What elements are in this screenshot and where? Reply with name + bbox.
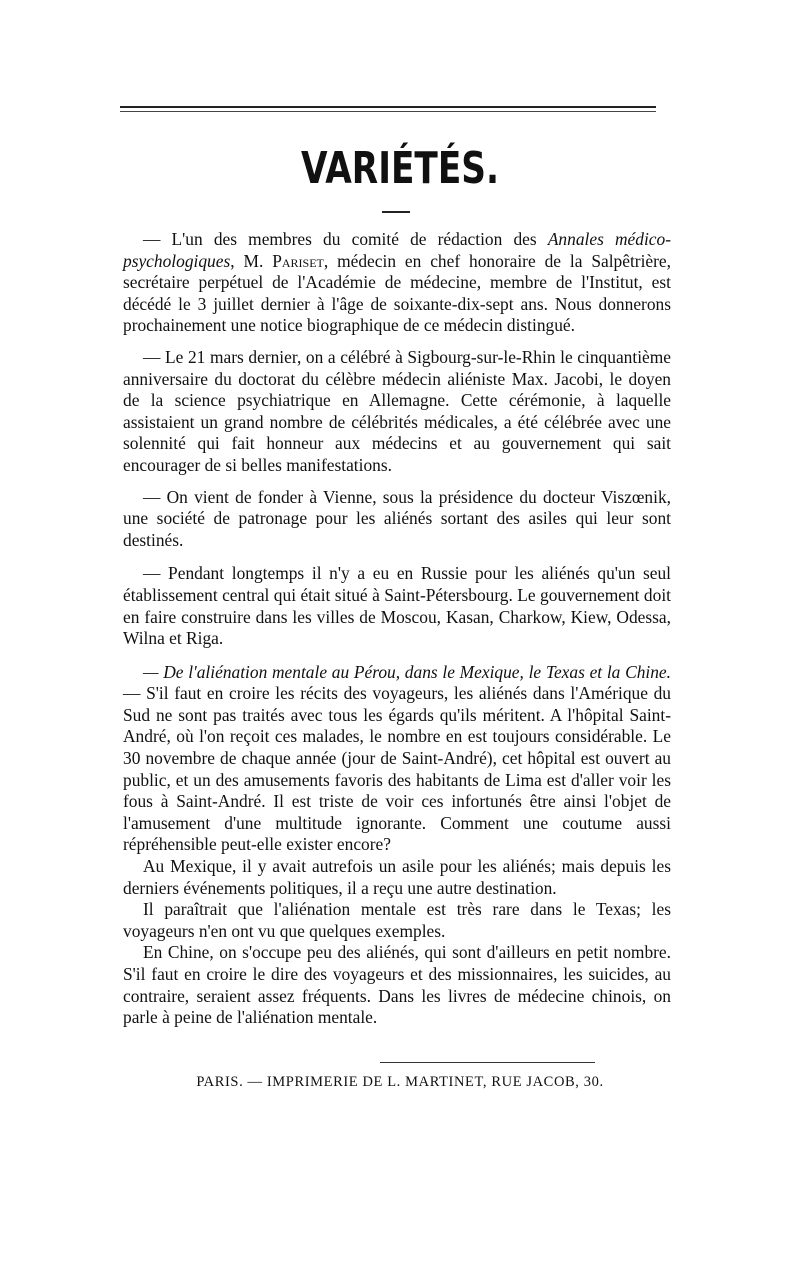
header-rule [120,106,656,108]
paragraph-text: — L'un des membres du comité de rédaction des [143,229,548,249]
journal-title: Annales médico-psychologiques [123,229,671,271]
section-heading: — De l'aliénation mentale au Pérou, dans le Mexique, le Texas et la Chine. [143,661,671,682]
paragraph-text: , médecin en chef honoraire de la Salpêtrière, secrétaire perpétuel de l'Académie de médecine, membre de l'Institut, est décédé le 3 juillet dernier à l'âge de soixante-dix-sept ans. Nous donnerons prochainement une notice biographique de ce médecin distingué. [123,250,671,336]
paragraph-jacobi: — Le 21 mars dernier, on a célébré à Sigbourg-sur-le-Rhin le cinquantième anniversaire du doctorat du célèbre médecin aliéniste Max. Jacobi, le doyen de la science psychiatrique en Allemagne. Cette cérémonie, à laquelle assistaient un grand nombre de célébrités médicales, a été célébrée avec une solennité qui fait honneur aux médecins et au gouvernement qui sait encourager de si belles manifestations. [123,346,671,475]
footer-rule [380,1062,595,1063]
header-rule-thin [120,111,656,112]
paragraph-text: — S'il faut en croire les récits des voyageurs, les aliénés dans l'Amérique du Sud ne sont pas traités avec tous les égards qu'ils méritent. A l'hôpital Saint-André, où l'on reçoit ces malades, le nombre en est toujours considérable. Le 30 novembre de chaque année (jour de Saint-André), cet hôpital est ouvert au public, et un des amusements favoris des habitants de Lima est d'aller voir les fous à Saint-André. Il est triste de voir ces infortunés être ainsi l'objet de l'amusement d'une multitude ignorante. Comment une coutume aussi répréhensible peut-elle exister encore? [123,683,671,855]
paragraph-vienne: — On vient de fonder à Vienne, sous la présidence du docteur Viszœnik, une société de patronage pour les aliénés sortant des asiles qui leur sont destinés. [123,486,671,550]
paragraph-russie: — Pendant longtemps il n'y a eu en Russie pour les aliénés qu'un seul établissement central qui était situé à Saint-Pétersbourg. Le gouvernement doit en faire construire dans les villes de Moscou, Kasan, Charkow, Kiew, Odessa, Wilna et Riga. [123,563,671,649]
paragraph-perou [123,662,671,856]
paragraph-mexique: Au Mexique, il y avait autrefois un asile pour les aliénés; mais depuis les derniers événements politiques, il a reçu une autre destination. [123,856,671,898]
paragraph-chine: En Chine, on s'occupe peu des aliénés, qui sont d'ailleurs en petit nombre. S'il faut en croire le dire des voyageurs et des missionnaires, les suicides, au contraire, seraient assez fréquents. Dans les livres de médecine chinois, on parle à peine de l'aliénation mentale. [123,942,671,1028]
person-name: Pariset [272,250,324,271]
article-body [123,229,671,1029]
title-separator [382,211,410,213]
page-title: VARIÉTÉS. [300,143,500,194]
paragraph-texas: Il paraîtrait que l'aliénation mentale est très rare dans le Texas; les voyageurs n'en ont vu que quelques exemples. [123,899,671,941]
paragraph-pariset [123,229,671,337]
printer-imprint: PARIS. — IMPRIMERIE DE L. MARTINET, RUE JACOB, 30. [196,1074,604,1090]
paragraph-text: , M. [230,250,273,271]
